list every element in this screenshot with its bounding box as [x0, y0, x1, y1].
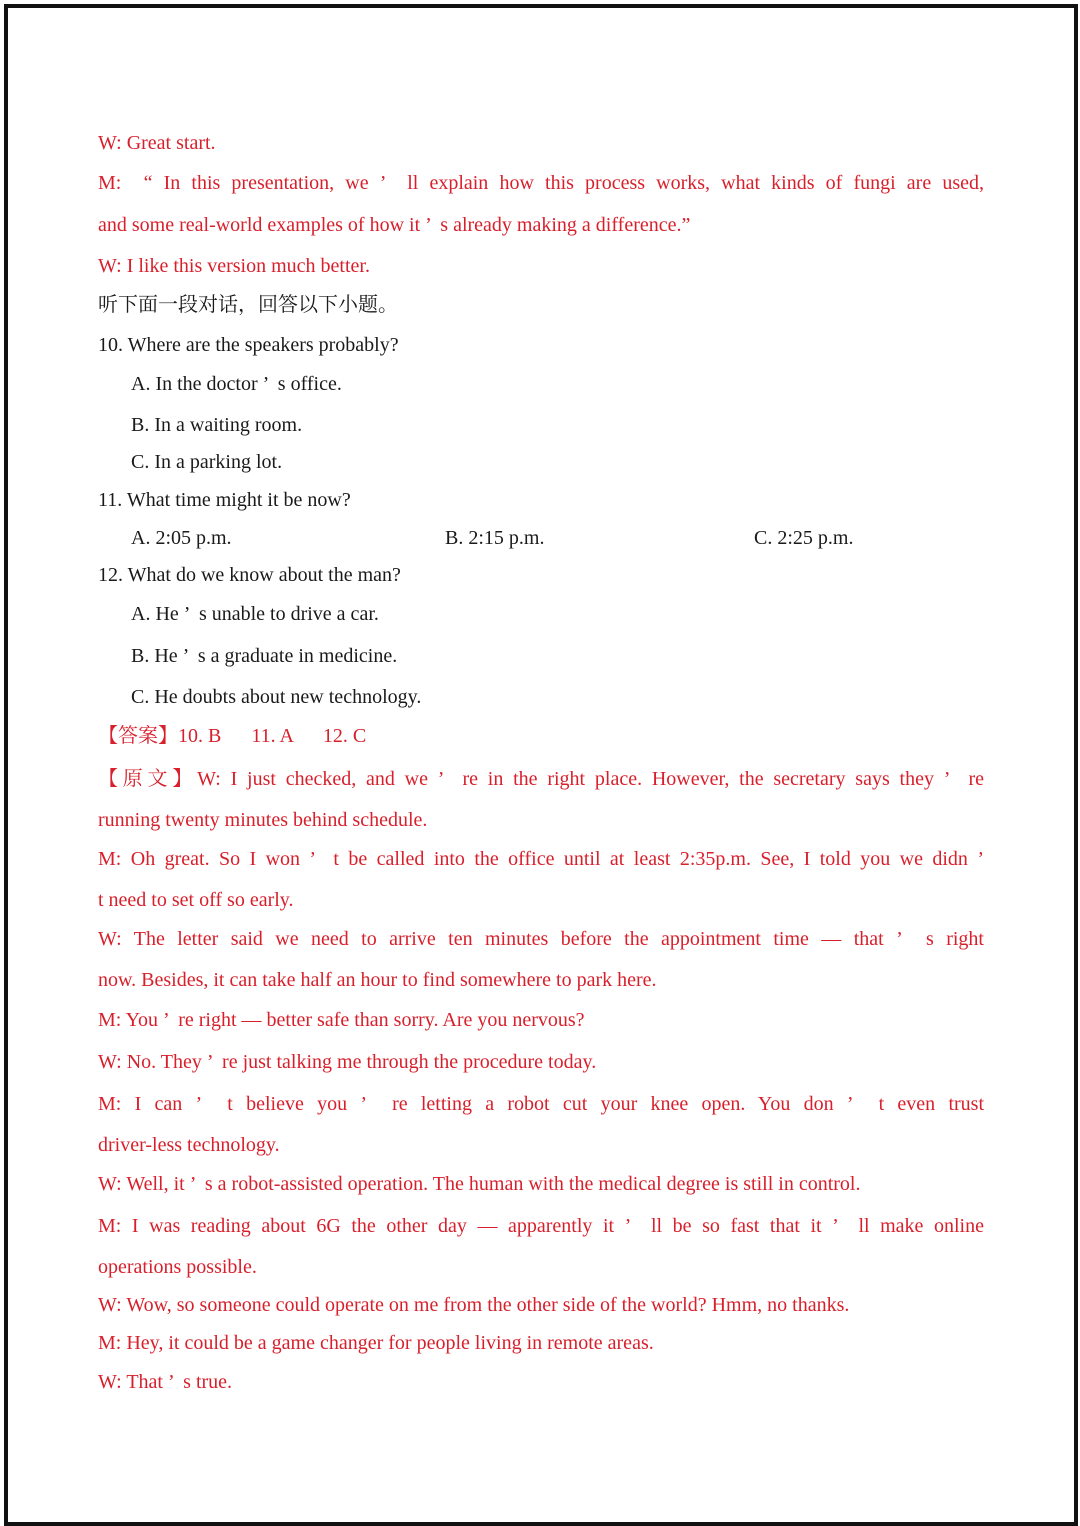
transcript-line: W: Well, it ’ s a robot-assisted operation. The human with the medical degree is still in control. — [98, 1173, 861, 1195]
question-11-option-b: B. 2:15 p.m. — [445, 527, 545, 549]
transcript-line: M: I can ’ t believe you ’ re letting a robot cut your knee open. You don ’ t even trust — [98, 1093, 984, 1115]
question-10-option-b: B. In a waiting room. — [131, 414, 303, 436]
transcript-line: W: I like this version much better. — [98, 255, 370, 277]
transcript-line: 【原文】W: I just checked, and we ’ re in the right place. However, the secretary says they ’ re — [98, 768, 984, 790]
question-11-stem: 11. What time might it be now? — [98, 489, 351, 511]
question-10-option-a: A. In the doctor ’ s office. — [131, 373, 342, 395]
transcript-line: t need to set off so early. — [98, 889, 294, 911]
answer-key: 【答案】10. B 11. A 12. C — [98, 725, 367, 747]
transcript-line: M: You ’ re right — better safe than sorry. Are you nervous? — [98, 1009, 585, 1031]
transcript-line: W: No. They ’ re just talking me through the procedure today. — [98, 1051, 597, 1073]
transcript-line: M: Oh great. So I won ’ t be called into the office until at least 2:35p.m. See, I told you we didn ’ — [98, 848, 984, 870]
question-12-option-a: A. He ’ s unable to drive a car. — [131, 603, 379, 625]
transcript-line: W: Great start. — [98, 132, 216, 154]
question-11-option-a: A. 2:05 p.m. — [131, 527, 232, 549]
document-body — [98, 126, 984, 1395]
question-11-option-c: C. 2:25 p.m. — [754, 527, 854, 549]
transcript-line: M: “ In this presentation, we ’ ll explain how this process works, what kinds of fungi are used, — [98, 172, 984, 194]
question-12-stem: 12. What do we know about the man? — [98, 564, 401, 586]
transcript-line: W: Wow, so someone could operate on me from the other side of the world? Hmm, no thanks. — [98, 1294, 850, 1316]
transcript-line: M: I was reading about 6G the other day — apparently it ’ ll be so fast that it ’ ll make online — [98, 1215, 984, 1237]
transcript-line: now. Besides, it can take half an hour to find somewhere to park here. — [98, 969, 657, 991]
transcript-line: and some real-world examples of how it ’ s already making a difference.” — [98, 214, 691, 236]
transcript-line: M: Hey, it could be a game changer for people living in remote areas. — [98, 1332, 654, 1354]
section-instruction: 听下面一段对话，回答以下小题。 — [98, 294, 398, 316]
question-12-option-c: C. He doubts about new technology. — [131, 686, 422, 708]
transcript-line: W: The letter said we need to arrive ten minutes before the appointment time — that ’ s right — [98, 928, 984, 950]
question-10-option-c: C. In a parking lot. — [131, 451, 283, 473]
transcript-line: W: That ’ s true. — [98, 1371, 233, 1393]
transcript-line: driver-less technology. — [98, 1134, 280, 1156]
transcript-line: running twenty minutes behind schedule. — [98, 809, 428, 831]
transcript-line: operations possible. — [98, 1256, 257, 1278]
question-12-option-b: B. He ’ s a graduate in medicine. — [131, 645, 398, 667]
question-10-stem: 10. Where are the speakers probably? — [98, 334, 399, 356]
question-11-options — [98, 525, 984, 551]
